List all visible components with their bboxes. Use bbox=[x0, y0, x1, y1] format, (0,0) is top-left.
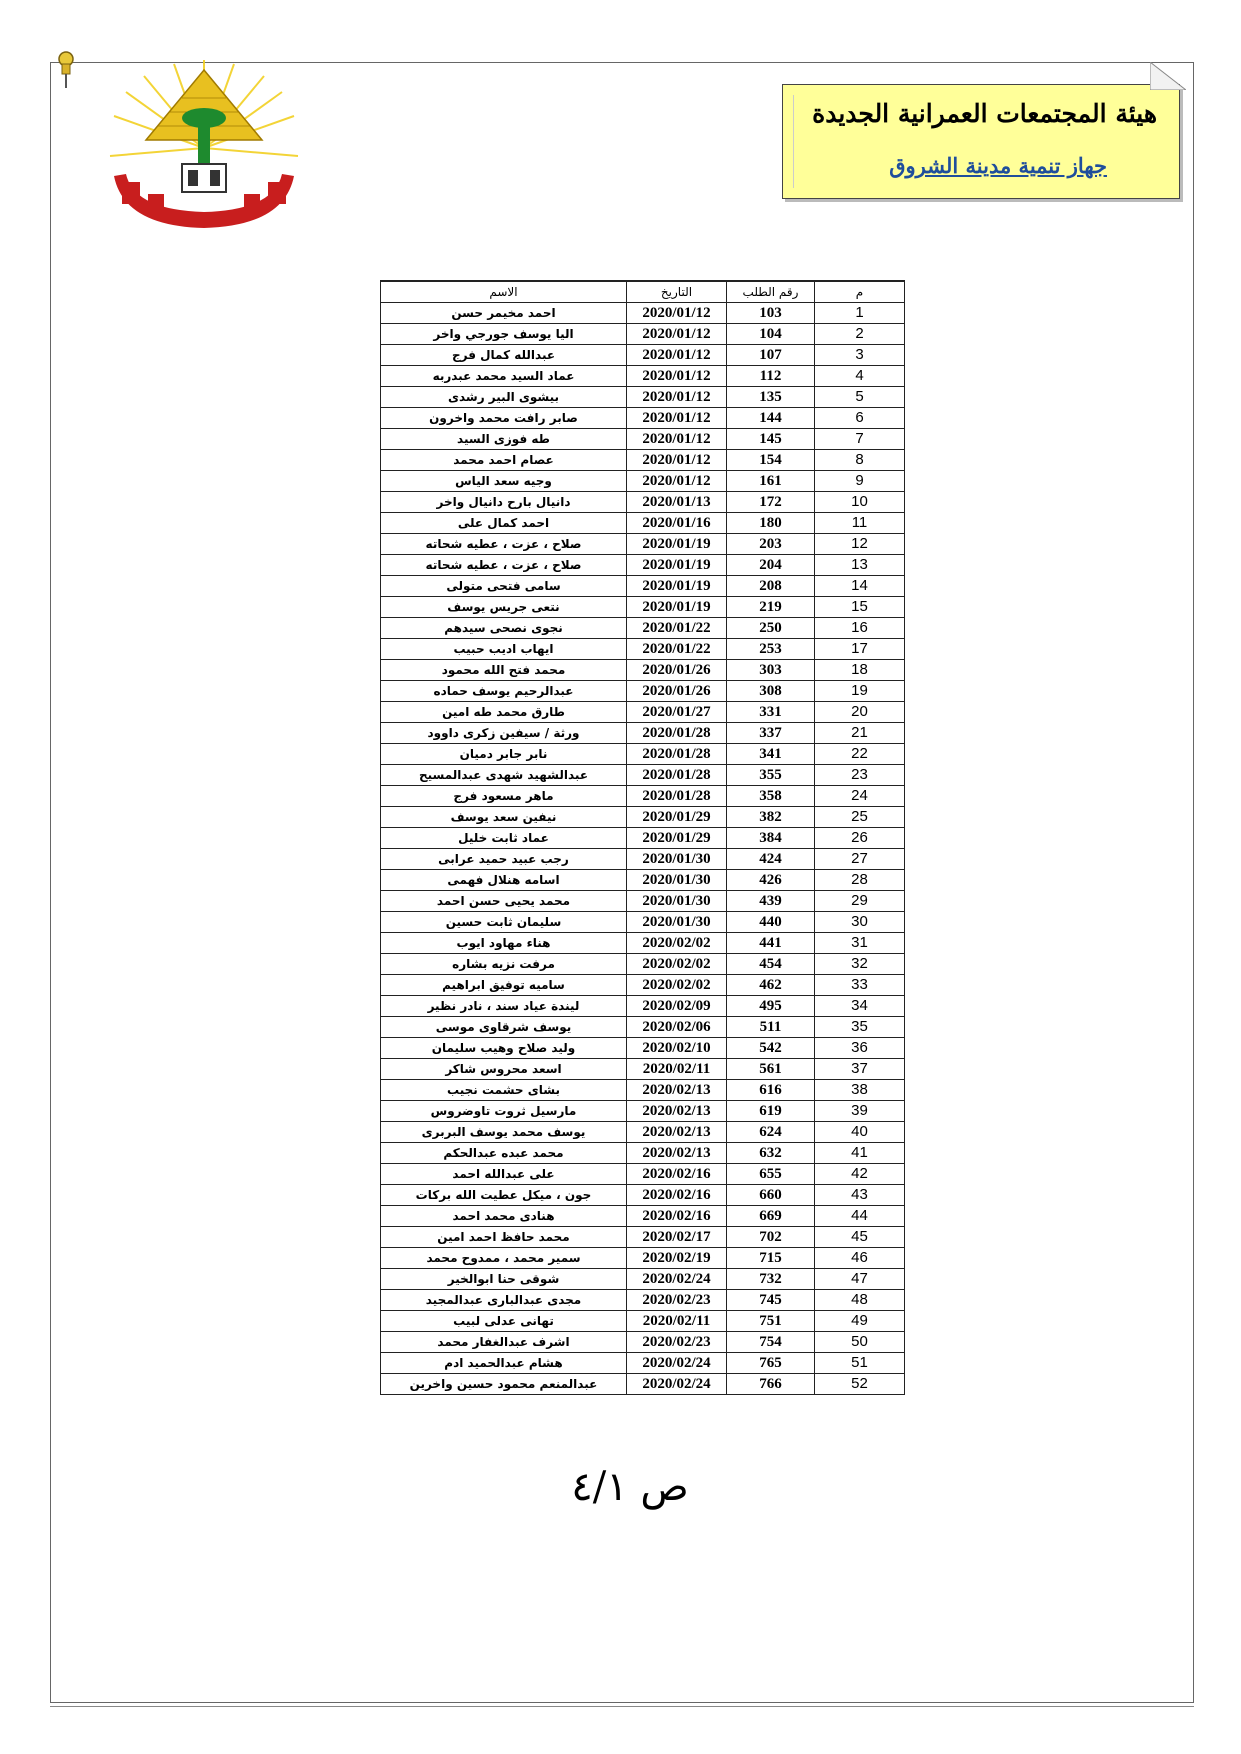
table-row bbox=[381, 1101, 905, 1122]
table-row bbox=[381, 828, 905, 849]
cell-request-number: 341 bbox=[727, 744, 815, 765]
cell-date: 2020/02/16 bbox=[627, 1206, 727, 1227]
cell-request-number: 384 bbox=[727, 828, 815, 849]
cell-name: نتعى جريس يوسف bbox=[381, 597, 627, 618]
cell-request-number: 754 bbox=[727, 1332, 815, 1353]
cell-name: نابر جابر دميان bbox=[381, 744, 627, 765]
cell-name: بيشوى البير رشدى bbox=[381, 387, 627, 408]
cell-name: هنادى محمد احمد bbox=[381, 1206, 627, 1227]
table-row bbox=[381, 1143, 905, 1164]
table-row bbox=[381, 303, 905, 324]
cell-name: اسامه هنلال فهمى bbox=[381, 870, 627, 891]
cell-name: اشرف عبدالغفار محمد bbox=[381, 1332, 627, 1353]
cell-name: يوسف محمد يوسف البربرى bbox=[381, 1122, 627, 1143]
cell-date: 2020/02/24 bbox=[627, 1374, 727, 1395]
cell-index: 18 bbox=[815, 660, 905, 681]
department-subtitle: جهاز تنمية مدينة الشروق bbox=[889, 153, 1107, 178]
cell-date: 2020/02/13 bbox=[627, 1080, 727, 1101]
cell-name: وجيه سعد الياس bbox=[381, 471, 627, 492]
cell-request-number: 765 bbox=[727, 1353, 815, 1374]
cell-index: 6 bbox=[815, 408, 905, 429]
cell-request-number: 632 bbox=[727, 1143, 815, 1164]
cell-request-number: 715 bbox=[727, 1248, 815, 1269]
cell-request-number: 619 bbox=[727, 1101, 815, 1122]
table-row bbox=[381, 870, 905, 891]
table-row bbox=[381, 345, 905, 366]
cell-name: احمد مخيمر حسن bbox=[381, 303, 627, 324]
cell-date: 2020/02/10 bbox=[627, 1038, 727, 1059]
table-row bbox=[381, 639, 905, 660]
table-row bbox=[381, 1374, 905, 1395]
cell-index: 9 bbox=[815, 471, 905, 492]
cell-request-number: 253 bbox=[727, 639, 815, 660]
cell-index: 49 bbox=[815, 1311, 905, 1332]
table-row bbox=[381, 1059, 905, 1080]
cell-date: 2020/01/12 bbox=[627, 408, 727, 429]
cell-request-number: 542 bbox=[727, 1038, 815, 1059]
cell-date: 2020/02/02 bbox=[627, 954, 727, 975]
cell-request-number: 203 bbox=[727, 534, 815, 555]
cell-date: 2020/02/23 bbox=[627, 1332, 727, 1353]
table-row bbox=[381, 1353, 905, 1374]
table-row bbox=[381, 891, 905, 912]
cell-date: 2020/01/26 bbox=[627, 660, 727, 681]
cell-request-number: 732 bbox=[727, 1269, 815, 1290]
cell-request-number: 208 bbox=[727, 576, 815, 597]
cell-request-number: 358 bbox=[727, 786, 815, 807]
table-row bbox=[381, 975, 905, 996]
cell-index: 28 bbox=[815, 870, 905, 891]
cell-index: 20 bbox=[815, 702, 905, 723]
cell-name: سليمان ثابت حسين bbox=[381, 912, 627, 933]
header-name: الاسم bbox=[381, 281, 627, 303]
cell-request-number: 219 bbox=[727, 597, 815, 618]
table-row bbox=[381, 1038, 905, 1059]
cell-index: 2 bbox=[815, 324, 905, 345]
header-box bbox=[782, 84, 1180, 199]
pushpin-icon bbox=[54, 50, 78, 90]
table-row bbox=[381, 1332, 905, 1353]
cell-name: بشاى حشمت نجيب bbox=[381, 1080, 627, 1101]
cell-index: 8 bbox=[815, 450, 905, 471]
cell-request-number: 204 bbox=[727, 555, 815, 576]
cell-date: 2020/01/12 bbox=[627, 450, 727, 471]
cell-request-number: 561 bbox=[727, 1059, 815, 1080]
cell-date: 2020/01/28 bbox=[627, 723, 727, 744]
cell-name: دانيال بارح دانيال واخر bbox=[381, 492, 627, 513]
cell-request-number: 135 bbox=[727, 387, 815, 408]
cell-index: 29 bbox=[815, 891, 905, 912]
cell-request-number: 616 bbox=[727, 1080, 815, 1101]
cell-index: 12 bbox=[815, 534, 905, 555]
cell-request-number: 107 bbox=[727, 345, 815, 366]
table-row bbox=[381, 1185, 905, 1206]
cell-date: 2020/01/12 bbox=[627, 324, 727, 345]
cell-index: 22 bbox=[815, 744, 905, 765]
cell-name: صابر رافت محمد واخرون bbox=[381, 408, 627, 429]
cell-date: 2020/01/30 bbox=[627, 891, 727, 912]
cell-request-number: 660 bbox=[727, 1185, 815, 1206]
cell-name: اسعد محروس شاكر bbox=[381, 1059, 627, 1080]
cell-request-number: 104 bbox=[727, 324, 815, 345]
cell-index: 46 bbox=[815, 1248, 905, 1269]
cell-date: 2020/01/26 bbox=[627, 681, 727, 702]
cell-index: 1 bbox=[815, 303, 905, 324]
header-index: م bbox=[815, 281, 905, 303]
table-row bbox=[381, 702, 905, 723]
cell-index: 44 bbox=[815, 1206, 905, 1227]
cell-index: 35 bbox=[815, 1017, 905, 1038]
cell-date: 2020/02/09 bbox=[627, 996, 727, 1017]
cell-index: 39 bbox=[815, 1101, 905, 1122]
cell-request-number: 424 bbox=[727, 849, 815, 870]
cell-date: 2020/01/19 bbox=[627, 576, 727, 597]
cell-date: 2020/02/13 bbox=[627, 1101, 727, 1122]
records-table bbox=[380, 280, 905, 1395]
cell-date: 2020/01/29 bbox=[627, 828, 727, 849]
table-header-row bbox=[381, 281, 905, 303]
cell-index: 47 bbox=[815, 1269, 905, 1290]
cell-request-number: 172 bbox=[727, 492, 815, 513]
cell-date: 2020/01/28 bbox=[627, 765, 727, 786]
table-row bbox=[381, 576, 905, 597]
cell-request-number: 511 bbox=[727, 1017, 815, 1038]
table-row bbox=[381, 492, 905, 513]
table-row bbox=[381, 786, 905, 807]
cell-request-number: 180 bbox=[727, 513, 815, 534]
cell-name: صلاح ، عزت ، عطيه شحاته bbox=[381, 534, 627, 555]
cell-name: يوسف شرقاوى موسى bbox=[381, 1017, 627, 1038]
cell-index: 38 bbox=[815, 1080, 905, 1101]
cell-request-number: 440 bbox=[727, 912, 815, 933]
table-row bbox=[381, 1122, 905, 1143]
cell-request-number: 766 bbox=[727, 1374, 815, 1395]
cell-name: طارق محمد طه امين bbox=[381, 702, 627, 723]
cell-name: عبدالمنعم محمود حسين واخرين bbox=[381, 1374, 627, 1395]
table-row bbox=[381, 933, 905, 954]
cell-date: 2020/01/12 bbox=[627, 387, 727, 408]
cell-index: 51 bbox=[815, 1353, 905, 1374]
table-row bbox=[381, 954, 905, 975]
cell-date: 2020/02/02 bbox=[627, 975, 727, 996]
shorouk-city-logo-icon bbox=[104, 56, 304, 236]
cell-date: 2020/01/30 bbox=[627, 870, 727, 891]
page-number: ص ٤/١ bbox=[571, 1464, 689, 1510]
table-row bbox=[381, 618, 905, 639]
table-row bbox=[381, 408, 905, 429]
cell-request-number: 112 bbox=[727, 366, 815, 387]
cell-name: شوقى حنا ابوالخير bbox=[381, 1269, 627, 1290]
cell-date: 2020/01/22 bbox=[627, 639, 727, 660]
cell-name: احمد كمال على bbox=[381, 513, 627, 534]
cell-request-number: 454 bbox=[727, 954, 815, 975]
cell-request-number: 154 bbox=[727, 450, 815, 471]
cell-index: 34 bbox=[815, 996, 905, 1017]
cell-index: 50 bbox=[815, 1332, 905, 1353]
cell-date: 2020/01/12 bbox=[627, 429, 727, 450]
cell-date: 2020/02/06 bbox=[627, 1017, 727, 1038]
cell-index: 27 bbox=[815, 849, 905, 870]
cell-name: عبدالشهيد شهدى عبدالمسيح bbox=[381, 765, 627, 786]
table-row bbox=[381, 1269, 905, 1290]
table-row bbox=[381, 534, 905, 555]
cell-date: 2020/02/17 bbox=[627, 1227, 727, 1248]
cell-index: 15 bbox=[815, 597, 905, 618]
cell-index: 5 bbox=[815, 387, 905, 408]
cell-name: مارسيل ثروت تاوضروس bbox=[381, 1101, 627, 1122]
table-row bbox=[381, 681, 905, 702]
cell-date: 2020/02/24 bbox=[627, 1269, 727, 1290]
cell-name: صلاح ، عزت ، عطيه شحاته bbox=[381, 555, 627, 576]
cell-index: 25 bbox=[815, 807, 905, 828]
table-row bbox=[381, 765, 905, 786]
cell-date: 2020/02/13 bbox=[627, 1122, 727, 1143]
cell-index: 32 bbox=[815, 954, 905, 975]
cell-name: محمد يحيى حسن احمد bbox=[381, 891, 627, 912]
cell-name: محمد فتح الله محمود bbox=[381, 660, 627, 681]
cell-name: عبدالرحيم يوسف حماده bbox=[381, 681, 627, 702]
cell-date: 2020/01/16 bbox=[627, 513, 727, 534]
cell-name: رجب عبيد حميد عرابى bbox=[381, 849, 627, 870]
cell-index: 7 bbox=[815, 429, 905, 450]
cell-name: طه فوزى السيد bbox=[381, 429, 627, 450]
cell-date: 2020/01/28 bbox=[627, 786, 727, 807]
cell-request-number: 303 bbox=[727, 660, 815, 681]
cell-index: 41 bbox=[815, 1143, 905, 1164]
cell-index: 13 bbox=[815, 555, 905, 576]
cell-name: ماهر مسعود فرج bbox=[381, 786, 627, 807]
header-date: التاريخ bbox=[627, 281, 727, 303]
cell-name: جون ، ميكل عطيت الله بركات bbox=[381, 1185, 627, 1206]
cell-request-number: 355 bbox=[727, 765, 815, 786]
cell-request-number: 337 bbox=[727, 723, 815, 744]
cell-name: ايهاب اديب حبيب bbox=[381, 639, 627, 660]
cell-index: 31 bbox=[815, 933, 905, 954]
cell-name: نيفين سعد يوسف bbox=[381, 807, 627, 828]
cell-index: 48 bbox=[815, 1290, 905, 1311]
cell-date: 2020/02/13 bbox=[627, 1143, 727, 1164]
cell-date: 2020/01/19 bbox=[627, 597, 727, 618]
table-row bbox=[381, 996, 905, 1017]
cell-date: 2020/02/24 bbox=[627, 1353, 727, 1374]
cell-date: 2020/01/30 bbox=[627, 912, 727, 933]
cell-name: محمد عبده عبدالحكم bbox=[381, 1143, 627, 1164]
cell-request-number: 145 bbox=[727, 429, 815, 450]
cell-index: 37 bbox=[815, 1059, 905, 1080]
cell-index: 42 bbox=[815, 1164, 905, 1185]
cell-name: سمير محمد ، ممدوح محمد bbox=[381, 1248, 627, 1269]
cell-date: 2020/02/11 bbox=[627, 1059, 727, 1080]
cell-request-number: 439 bbox=[727, 891, 815, 912]
cell-date: 2020/01/12 bbox=[627, 471, 727, 492]
records-body bbox=[381, 303, 905, 1395]
cell-request-number: 426 bbox=[727, 870, 815, 891]
table-row bbox=[381, 450, 905, 471]
cell-date: 2020/01/28 bbox=[627, 744, 727, 765]
table-row bbox=[381, 1080, 905, 1101]
cell-name: ليندة عياد سند ، نادر نظير bbox=[381, 996, 627, 1017]
page-fold-icon bbox=[1150, 62, 1186, 90]
table-row bbox=[381, 471, 905, 492]
cell-request-number: 669 bbox=[727, 1206, 815, 1227]
cell-index: 17 bbox=[815, 639, 905, 660]
table-row bbox=[381, 1290, 905, 1311]
cell-name: وليد صلاح وهيب سليمان bbox=[381, 1038, 627, 1059]
cell-index: 11 bbox=[815, 513, 905, 534]
cell-request-number: 745 bbox=[727, 1290, 815, 1311]
cell-date: 2020/02/16 bbox=[627, 1185, 727, 1206]
cell-request-number: 462 bbox=[727, 975, 815, 996]
cell-name: نجوى نصحى سيدهم bbox=[381, 618, 627, 639]
cell-date: 2020/02/02 bbox=[627, 933, 727, 954]
table-row bbox=[381, 1311, 905, 1332]
organization-title: هيئة المجتمعات العمرانية الجديدة bbox=[812, 99, 1157, 128]
cell-index: 43 bbox=[815, 1185, 905, 1206]
cell-request-number: 331 bbox=[727, 702, 815, 723]
cell-date: 2020/02/19 bbox=[627, 1248, 727, 1269]
cell-request-number: 702 bbox=[727, 1227, 815, 1248]
cell-request-number: 441 bbox=[727, 933, 815, 954]
cell-name: على عبدالله احمد bbox=[381, 1164, 627, 1185]
cell-name: عماد السيد محمد عبدربه bbox=[381, 366, 627, 387]
cell-request-number: 308 bbox=[727, 681, 815, 702]
cell-date: 2020/01/13 bbox=[627, 492, 727, 513]
table-row bbox=[381, 1206, 905, 1227]
cell-date: 2020/01/30 bbox=[627, 849, 727, 870]
cell-index: 40 bbox=[815, 1122, 905, 1143]
table-row bbox=[381, 429, 905, 450]
cell-name: سامى فتحى متولى bbox=[381, 576, 627, 597]
cell-date: 2020/01/12 bbox=[627, 303, 727, 324]
cell-name: عماد ثابت خليل bbox=[381, 828, 627, 849]
cell-name: مرفت نزيه بشاره bbox=[381, 954, 627, 975]
cell-name: تهانى عدلى لبيب bbox=[381, 1311, 627, 1332]
cell-index: 3 bbox=[815, 345, 905, 366]
cell-name: اليا يوسف جورجي واخر bbox=[381, 324, 627, 345]
cell-index: 10 bbox=[815, 492, 905, 513]
cell-request-number: 624 bbox=[727, 1122, 815, 1143]
cell-date: 2020/01/29 bbox=[627, 807, 727, 828]
table-row bbox=[381, 513, 905, 534]
cell-name: ساميه توفيق ابراهيم bbox=[381, 975, 627, 996]
cell-name: مجدى عبدالبارى عبدالمجيد bbox=[381, 1290, 627, 1311]
table-row bbox=[381, 660, 905, 681]
cell-name: عصام احمد محمد bbox=[381, 450, 627, 471]
table-row bbox=[381, 387, 905, 408]
table-row bbox=[381, 723, 905, 744]
cell-index: 36 bbox=[815, 1038, 905, 1059]
cell-name: هشام عبدالحميد ادم bbox=[381, 1353, 627, 1374]
cell-request-number: 161 bbox=[727, 471, 815, 492]
cell-index: 30 bbox=[815, 912, 905, 933]
table-row bbox=[381, 324, 905, 345]
cell-index: 23 bbox=[815, 765, 905, 786]
cell-date: 2020/01/12 bbox=[627, 366, 727, 387]
table-row bbox=[381, 744, 905, 765]
cell-date: 2020/01/12 bbox=[627, 345, 727, 366]
cell-date: 2020/02/11 bbox=[627, 1311, 727, 1332]
cell-index: 26 bbox=[815, 828, 905, 849]
cell-date: 2020/01/27 bbox=[627, 702, 727, 723]
cell-request-number: 751 bbox=[727, 1311, 815, 1332]
cell-index: 19 bbox=[815, 681, 905, 702]
table-row bbox=[381, 1248, 905, 1269]
table-row bbox=[381, 1017, 905, 1038]
cell-index: 24 bbox=[815, 786, 905, 807]
cell-request-number: 250 bbox=[727, 618, 815, 639]
table-row bbox=[381, 366, 905, 387]
cell-index: 52 bbox=[815, 1374, 905, 1395]
table-row bbox=[381, 1227, 905, 1248]
cell-date: 2020/01/22 bbox=[627, 618, 727, 639]
cell-request-number: 655 bbox=[727, 1164, 815, 1185]
cell-name: ورثة / سيفين زكرى داوود bbox=[381, 723, 627, 744]
cell-index: 21 bbox=[815, 723, 905, 744]
table-row bbox=[381, 555, 905, 576]
cell-request-number: 495 bbox=[727, 996, 815, 1017]
table-row bbox=[381, 849, 905, 870]
table-row bbox=[381, 1164, 905, 1185]
cell-date: 2020/02/16 bbox=[627, 1164, 727, 1185]
cell-request-number: 382 bbox=[727, 807, 815, 828]
table-row bbox=[381, 597, 905, 618]
cell-date: 2020/01/19 bbox=[627, 555, 727, 576]
cell-date: 2020/01/19 bbox=[627, 534, 727, 555]
table-row bbox=[381, 912, 905, 933]
cell-name: عبدالله كمال فرج bbox=[381, 345, 627, 366]
table-row bbox=[381, 807, 905, 828]
cell-name: محمد حافظ احمد امين bbox=[381, 1227, 627, 1248]
cell-index: 33 bbox=[815, 975, 905, 996]
cell-request-number: 103 bbox=[727, 303, 815, 324]
cell-index: 45 bbox=[815, 1227, 905, 1248]
cell-request-number: 144 bbox=[727, 408, 815, 429]
header-request-number: رقم الطلب bbox=[727, 281, 815, 303]
cell-name: هناء مهاود ايوب bbox=[381, 933, 627, 954]
cell-index: 4 bbox=[815, 366, 905, 387]
cell-date: 2020/02/23 bbox=[627, 1290, 727, 1311]
page-bottom-line bbox=[50, 1706, 1194, 1707]
cell-index: 16 bbox=[815, 618, 905, 639]
cell-index: 14 bbox=[815, 576, 905, 597]
